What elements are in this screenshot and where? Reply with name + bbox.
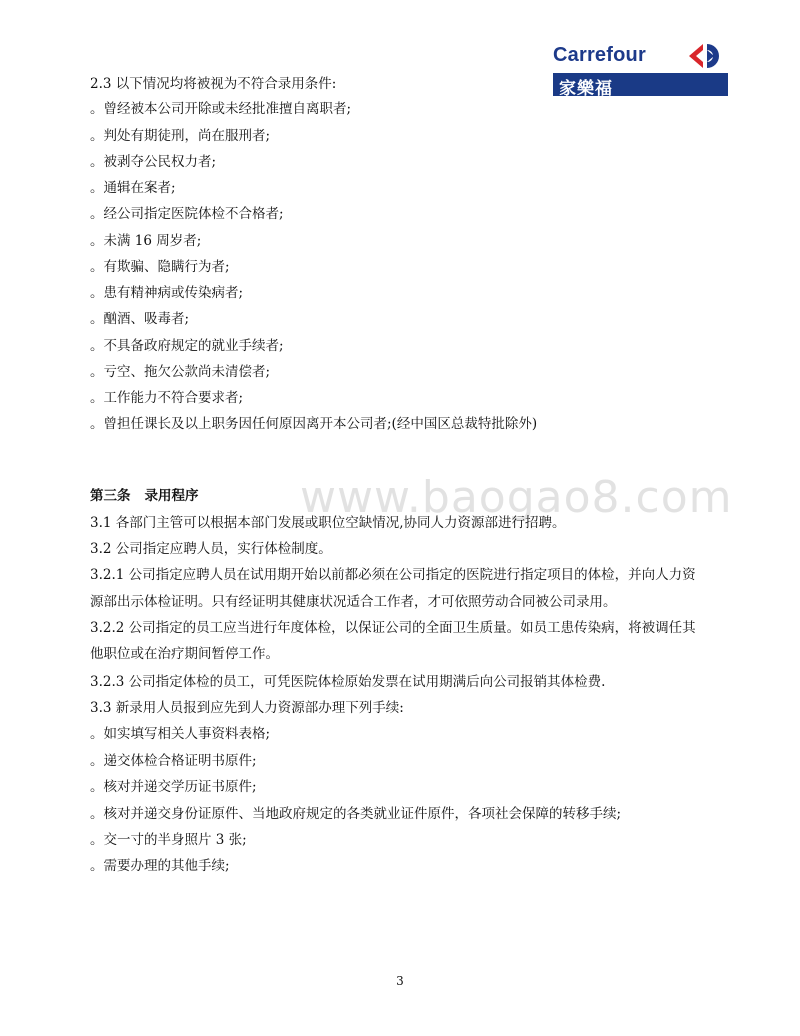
list-item: 。判处有期徒刑，尚在服刑者; [90,128,271,144]
list-item: 。交一寸的半身照片 3 张; [90,832,247,848]
list-item: 。曾经被本公司开除或未经批准擅自离职者; [90,101,352,117]
list-item: 。曾担任课长及以上职务因任何原因离开本公司者;(经中国区总裁特批除外) [90,416,538,432]
article-3-title: 录用程序 [144,488,199,504]
list-item: 。工作能力不符合要求者; [90,390,244,406]
watermark: www.baogao8.com [300,472,733,523]
paragraph-line: 3.2.1 公司指定应聘人员在试用期开始以前都必须在公司指定的医院进行指定项目的体检，并向人力资 [90,567,696,583]
logo-top-row [553,42,731,70]
list-item: 。经公司指定医院体检不合格者; [90,206,284,222]
list-item: 。被剥夺公民权力者; [90,154,217,170]
list-item: 。通辑在案者; [90,180,176,196]
paragraph-line: 他职位或在治疗期间暂停工作。 [90,646,279,662]
article-3-heading [90,487,199,505]
paragraph-line: 3.2.3 公司指定体检的员工，可凭医院体检原始发票在试用期满后向公司报销其体检费. [90,674,606,690]
list-item: 。酗酒、吸毒者; [90,311,190,327]
list-item: 。未满 16 周岁者; [90,233,202,249]
logo-brand-text: Carrefour [553,44,646,66]
list-item: 。有欺骗、隐瞒行为者; [90,259,230,275]
paragraph-line: 3.2.2 公司指定的员工应当进行年度体检，以保证公司的全面卫生质量。如员工患传染病，将被调任其 [90,620,696,636]
list-item: 。核对并递交身份证原件、当地政府规定的各类就业证件原件，各项社会保障的转移手续; [90,806,622,822]
logo-chinese-text: 家樂福 [559,79,613,99]
page-number: 3 [396,974,404,988]
paragraph-line: 3.3 新录用人员报到应先到人力资源部办理下列手续: [90,700,404,716]
paragraph-line: 源部出示体检证明。只有经证明其健康状况适合工作者，才可依照劳动合同被公司录用。 [90,594,617,610]
list-item: 。患有精神病或传染病者; [90,285,244,301]
list-item: 。如实填写相关人事资料表格; [90,726,271,742]
logo-chinese-bar [553,73,728,99]
section-2-3-title: 2.3 以下情况均将被视为不符合录用条件: [90,76,337,92]
list-item: 。递交体检合格证明书原件; [90,753,257,769]
carrefour-logo [553,40,731,98]
article-3-label: 第三条 [90,488,131,504]
list-item: 。不具备政府规定的就业手续者; [90,338,284,354]
paragraph-line: 3.1 各部门主管可以根据本部门发展或职位空缺情况,协同人力资源部进行招聘。 [90,515,566,531]
carrefour-c-icon [681,42,729,70]
list-item: 。需要办理的其他手续; [90,858,230,874]
list-item: 。核对并递交学历证书原件; [90,779,257,795]
paragraph-line: 3.2 公司指定应聘人员，实行体检制度。 [90,541,332,557]
list-item: 。亏空、拖欠公款尚未清偿者; [90,364,271,380]
